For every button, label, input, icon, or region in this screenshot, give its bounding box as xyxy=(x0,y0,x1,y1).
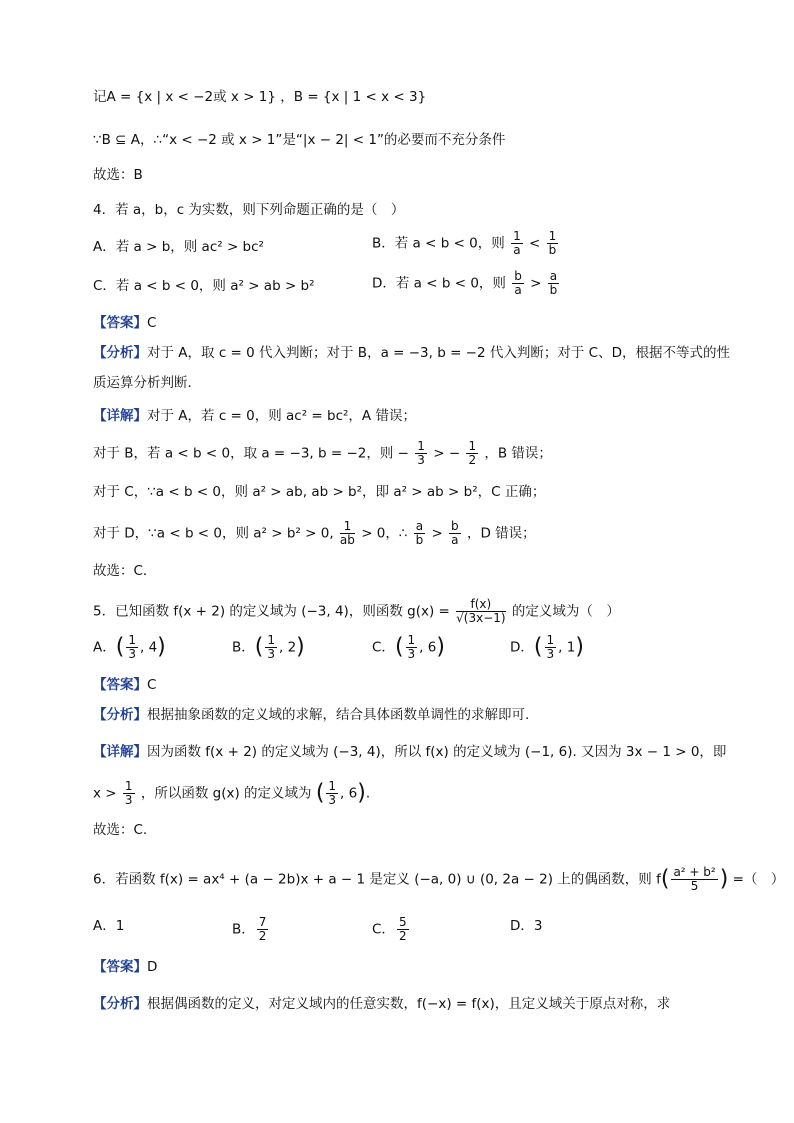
text-line-2 xyxy=(93,130,706,150)
q4-option-d-text: D．若 a < b < 0，则 xyxy=(372,275,506,292)
paren-open: ( xyxy=(315,780,325,806)
option-label: C． xyxy=(372,921,395,938)
fraction xyxy=(406,634,418,661)
paren-close: ) xyxy=(719,866,729,892)
analysis-tag: 【分析】 xyxy=(93,345,147,361)
fraction-numerator: 1 xyxy=(124,779,133,793)
answer-6 xyxy=(93,957,706,977)
analysis-text: 根据偶函数的定义，对定义域内的任意实数，f(−x) = f(x)，且定义域关于原点对称，求 xyxy=(147,996,671,1012)
fraction xyxy=(449,520,461,547)
analysis-text: 根据抽象函数的定义域的求解，结合具体函数单调性的求解即可. xyxy=(147,707,530,723)
paren-open: ( xyxy=(115,634,125,660)
paren-close: ) xyxy=(575,634,584,660)
analysis-tag: 【分析】 xyxy=(93,996,147,1012)
fraction xyxy=(466,440,478,467)
fraction-numerator: 1 xyxy=(328,779,337,793)
paren-open: ( xyxy=(660,866,670,892)
option-tail: , 2 xyxy=(279,639,297,656)
fraction-numerator: 1 xyxy=(513,229,521,243)
question-6-stem: 6．若函数 f(x) = ax⁴ + (a − 2b)x + a − 1 是定义 (−a, 0) ∪ (0, 2a − 2) 上的偶函数，则 f xyxy=(93,871,661,888)
choice-line: 故选：B xyxy=(93,167,143,183)
fraction-numerator: a xyxy=(415,519,424,533)
fraction-numerator: 1 xyxy=(546,633,555,647)
option-label: D． xyxy=(510,918,534,934)
fraction xyxy=(512,270,524,297)
question-5-tail: 的定义域为（ ） xyxy=(511,603,620,620)
option-value: 3 xyxy=(533,918,543,934)
domain-tail: , 6 xyxy=(340,785,358,802)
fraction xyxy=(547,230,559,257)
fraction-numerator: a xyxy=(549,269,558,283)
detail-4-d xyxy=(93,520,706,547)
option-tail: , 6 xyxy=(419,639,437,656)
answer-4 xyxy=(93,313,706,333)
detail-cont-b: ，所以函数 g(x) 的定义域为 xyxy=(140,785,312,802)
answer-tag: 【答案】 xyxy=(93,677,147,693)
detail-tag: 【详解】 xyxy=(93,408,147,424)
analysis-5 xyxy=(93,705,706,725)
detail-d-mid: > 0，∴ xyxy=(361,525,408,542)
fraction-denominator: 3 xyxy=(128,647,136,661)
question-6 xyxy=(93,865,785,893)
q5-option-a xyxy=(93,634,166,661)
operator: > xyxy=(530,275,542,292)
q5-option-d xyxy=(510,634,584,661)
operator: < xyxy=(529,235,541,252)
fraction-denominator: 3 xyxy=(407,647,416,661)
fraction-denominator: b xyxy=(549,283,558,297)
option-label: D． xyxy=(510,639,534,656)
option-label: B． xyxy=(232,921,255,938)
answer-tag: 【答案】 xyxy=(93,959,147,975)
fraction-numerator: 1 xyxy=(128,633,136,647)
detail-text: 因为函数 f(x + 2) 的定义域为 (−3, 4)，所以 f(x) 的定义域为 (−1, 6). 又因为 3x − 1 > 0，即 xyxy=(147,744,727,760)
fraction xyxy=(545,634,557,661)
subset-conclusion: ∵B ⊆ A，∴“x < −2 或 x > 1”是“|x − 2| < 1”的必要而不充分条件 xyxy=(93,132,506,148)
option-label: A． xyxy=(93,918,116,934)
selection-text: 故选：C． xyxy=(93,563,157,579)
detail-c-text: 对于 C，∵a < b < 0，则 a² > ab, ab > b²，即 a² > ab > b²，C 正确； xyxy=(93,484,546,500)
q5-option-c xyxy=(372,634,445,661)
fraction-denominator: a xyxy=(514,283,522,297)
fraction xyxy=(123,780,135,807)
fraction-denominator: 3 xyxy=(417,453,425,467)
q4-option-c-text: C．若 a < b < 0，则 a² > ab > b² xyxy=(93,278,315,294)
selection-4 xyxy=(93,561,706,581)
detail-cont-a: x > xyxy=(93,785,117,802)
q4-option-a-text: A．若 a > b，则 ac² > bc² xyxy=(93,239,264,255)
option-label: C． xyxy=(372,639,395,656)
fraction-numerator: 1 xyxy=(340,520,355,534)
answer-tag: 【答案】 xyxy=(93,315,147,331)
fraction-denominator: √(3x−1) xyxy=(456,611,506,625)
fraction-numerator: 1 xyxy=(407,633,416,647)
q4-option-b-text: B．若 a < b < 0，则 xyxy=(372,235,505,252)
q6-option-c xyxy=(372,916,411,943)
detail-b-text: 对于 B，若 a < b < 0，取 a = −3, b = −2，则 − xyxy=(93,445,409,462)
detail-d-text: 对于 D，∵a < b < 0，则 a² > b² > 0, xyxy=(93,525,334,542)
answer-value: C xyxy=(147,677,157,693)
operator: > − xyxy=(433,445,461,462)
option-label: B． xyxy=(232,639,255,656)
analysis-tag: 【分析】 xyxy=(93,707,147,723)
fraction xyxy=(397,916,409,943)
option-label: A． xyxy=(93,639,116,656)
fraction-denominator: b xyxy=(548,243,557,257)
paren-close: ) xyxy=(436,634,445,660)
fraction xyxy=(456,598,505,625)
set-definition: 记A = {x | x < −2或 x > 1} ，B = {x | 1 < x < 3} xyxy=(93,89,427,105)
question-4 xyxy=(93,200,706,220)
detail-4-c xyxy=(93,482,706,502)
fraction-denominator: b xyxy=(415,533,424,547)
fraction xyxy=(265,634,277,661)
q6-option-a xyxy=(93,916,124,936)
q4-option-a xyxy=(93,237,264,257)
fraction xyxy=(257,916,269,943)
fraction xyxy=(671,866,717,893)
answer-5 xyxy=(93,675,706,695)
paren-open: ( xyxy=(533,634,543,660)
question-4-stem: 4．若 a，b，c 为实数，则下列命题正确的是（ ） xyxy=(93,202,405,218)
detail-tag: 【详解】 xyxy=(93,744,147,760)
fraction-denominator: a xyxy=(513,243,521,257)
detail-text: 对于 A，若 c = 0，则 ac² = bc²，A 错误； xyxy=(147,408,416,424)
option-value: 1 xyxy=(115,918,125,934)
fraction xyxy=(326,780,338,807)
detail-d-tail: ，D 错误； xyxy=(466,525,536,542)
fraction xyxy=(511,230,523,257)
q6-option-b xyxy=(232,916,270,943)
q4-option-c xyxy=(93,276,315,296)
fraction xyxy=(340,520,355,547)
paren-open: ( xyxy=(394,634,404,660)
selection-5 xyxy=(93,820,706,840)
detail-5-cont: x > $\frac{1}{3}$ ，所以函数 g(x) 的定义域为 ( $\frac{1}{3}$ , 6). xyxy=(93,779,371,807)
paren-close: ) xyxy=(157,634,166,660)
fraction-denominator: 3 xyxy=(124,793,133,807)
fraction-denominator: 3 xyxy=(267,647,275,661)
q4-option-d xyxy=(372,270,561,297)
fraction-numerator: b xyxy=(514,269,522,283)
fraction-numerator: b xyxy=(451,519,459,533)
q6-option-d xyxy=(510,916,543,936)
fraction xyxy=(548,270,559,297)
detail-b-tail: ，B 错误； xyxy=(484,445,552,462)
fraction-numerator: 5 xyxy=(398,915,407,929)
fraction-numerator: a² + b² xyxy=(673,865,716,879)
fraction-denominator: 2 xyxy=(398,929,407,943)
fraction-numerator: 7 xyxy=(258,915,267,929)
q4-option-b xyxy=(372,230,560,257)
paren-close: ) xyxy=(296,634,305,660)
fraction-denominator: 3 xyxy=(546,647,555,661)
question-5-stem: 5．已知函数 f(x + 2) 的定义域为 (−3, 4)，则函数 g(x) = xyxy=(93,603,450,620)
fraction-denominator: 5 xyxy=(690,879,699,893)
fraction xyxy=(126,634,138,661)
fraction xyxy=(415,440,427,467)
fraction-denominator: a xyxy=(451,533,459,547)
selection-text: 故选：C. xyxy=(93,822,148,838)
question-6-tail: =（ ） xyxy=(732,871,785,888)
fraction-denominator: 3 xyxy=(328,793,337,807)
fraction-numerator: f(x) xyxy=(456,598,505,612)
text-line-1 xyxy=(93,87,706,107)
fraction xyxy=(414,520,425,547)
option-tail: , 1 xyxy=(558,639,576,656)
analysis-4 xyxy=(93,343,730,363)
answer-value: D xyxy=(147,959,158,975)
analysis-text-cont: 质运算分析判断． xyxy=(93,375,201,391)
fraction-denominator: ab xyxy=(339,533,355,547)
analysis-text: 对于 A，取 c = 0 代入判断；对于 B，a = −3, b = −2 代入判断；对于 C、D，根据不等式的性 xyxy=(147,345,730,361)
fraction-numerator: 1 xyxy=(548,229,557,243)
analysis-6 xyxy=(93,994,706,1014)
fraction-denominator: 2 xyxy=(258,929,267,943)
fraction-numerator: 1 xyxy=(468,439,477,453)
paren-close: ) xyxy=(357,780,366,806)
q5-option-b xyxy=(232,634,305,661)
answer-value: C xyxy=(147,315,157,331)
analysis-4-cont xyxy=(93,373,706,393)
fraction-numerator: 1 xyxy=(417,439,425,453)
detail-4-b xyxy=(93,440,706,467)
operator: > xyxy=(431,525,443,542)
detail-5 xyxy=(93,742,727,762)
text-line-3 xyxy=(93,165,706,185)
paren-open: ( xyxy=(254,634,264,660)
fraction-denominator: 2 xyxy=(468,453,477,467)
fraction-numerator: 1 xyxy=(267,633,275,647)
detail-4 xyxy=(93,406,706,426)
question-5 xyxy=(93,598,706,625)
option-tail: , 4 xyxy=(139,639,158,656)
